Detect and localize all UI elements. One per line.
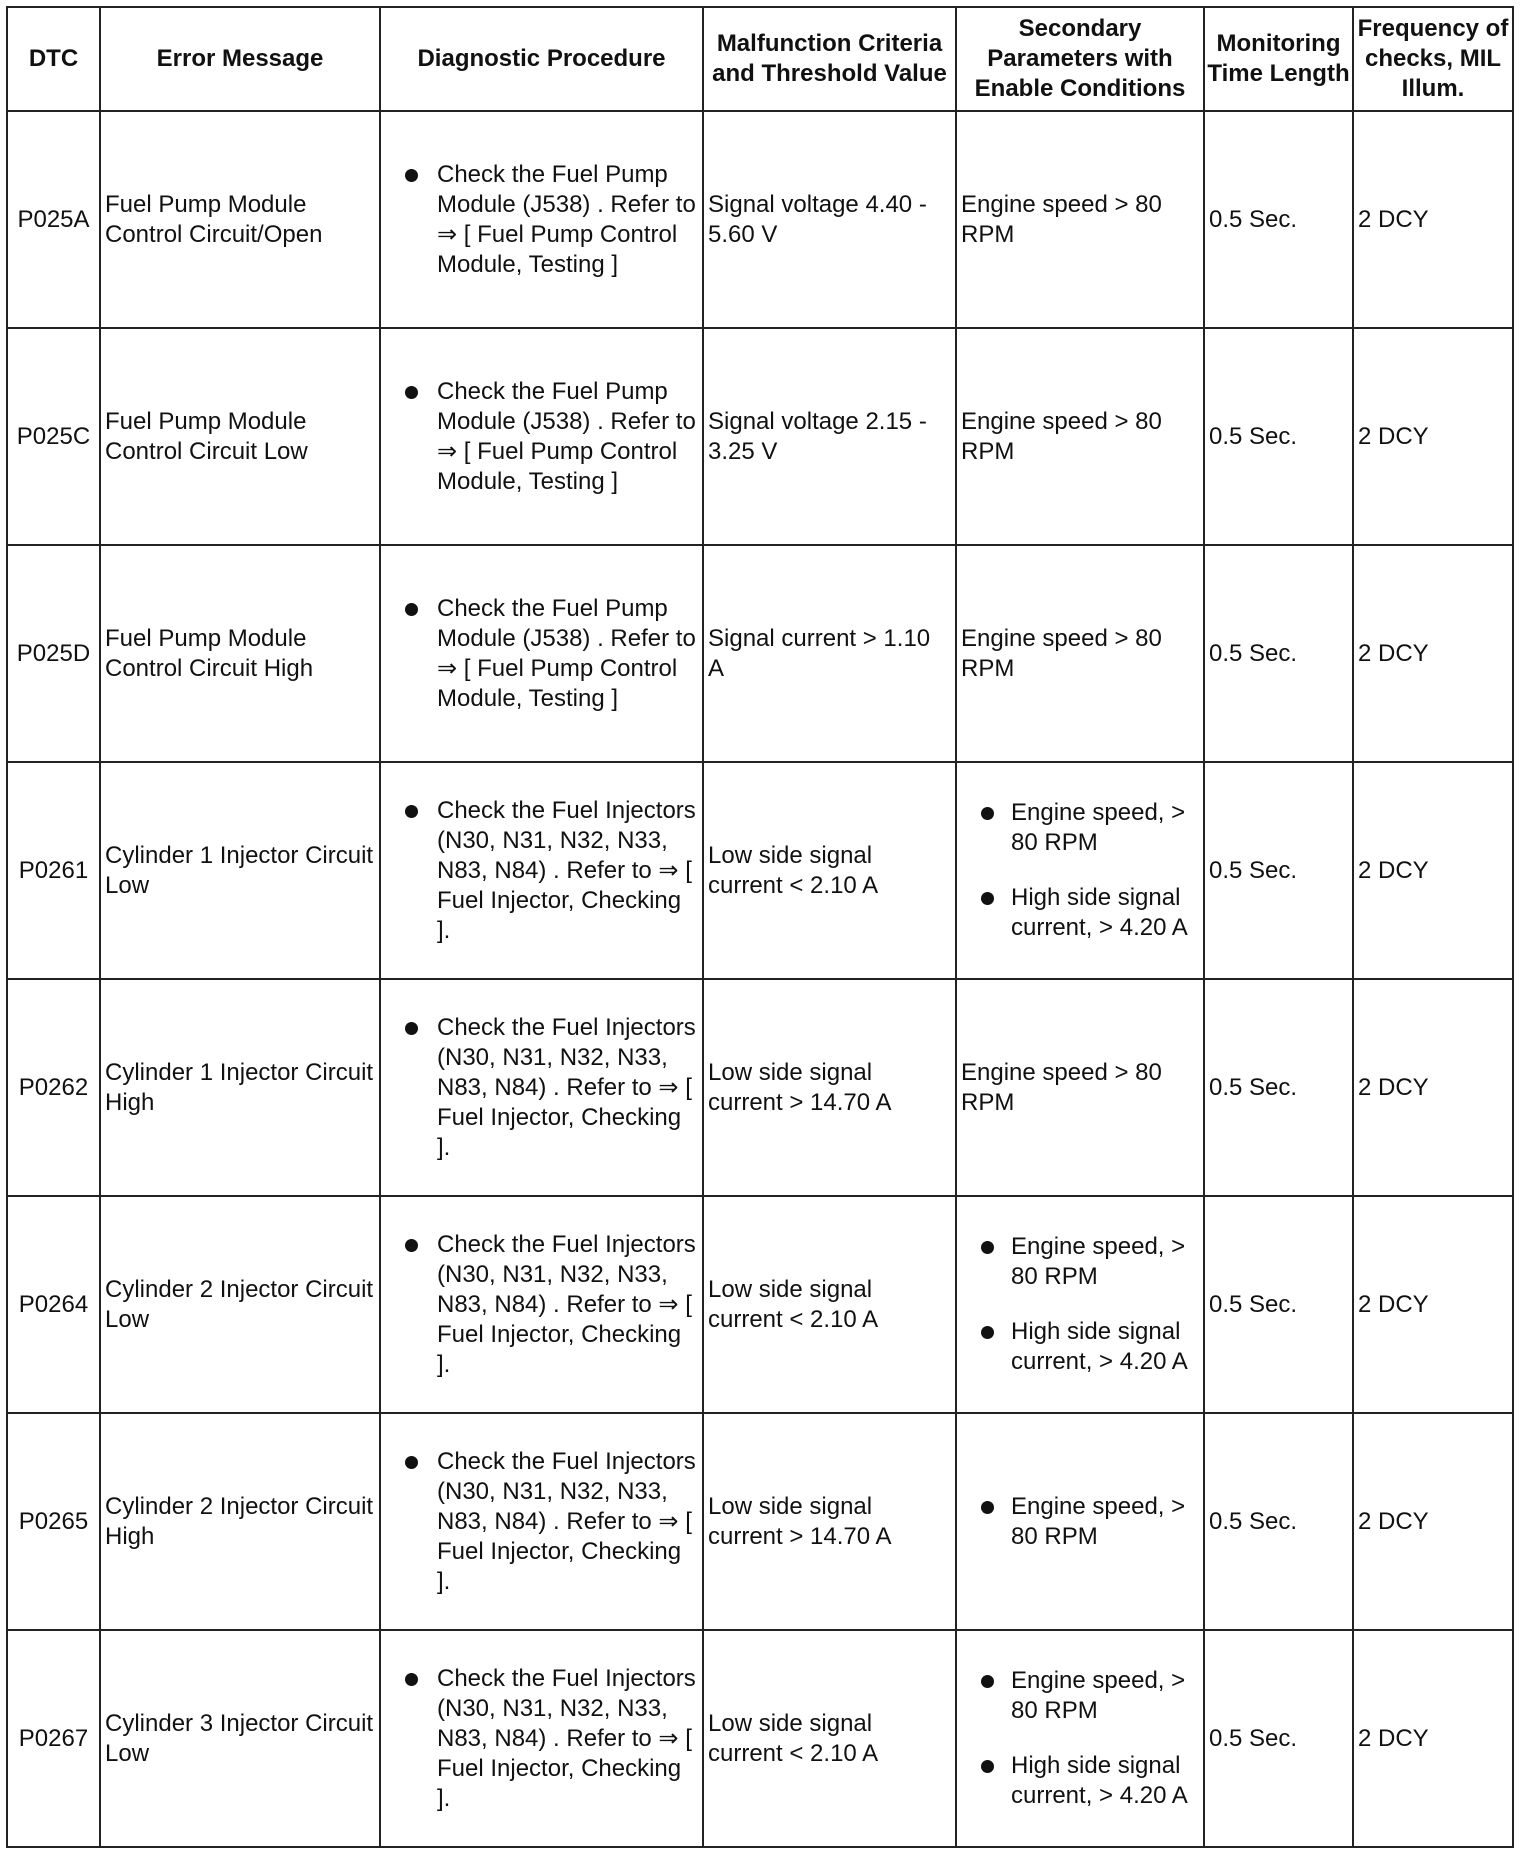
diagnostic-procedure-cell	[380, 762, 703, 979]
frequency-cell: 2 DCY	[1353, 979, 1513, 1196]
malfunction-criteria-cell: Low side signal current > 14.70 A	[703, 979, 956, 1196]
monitoring-time-cell: 0.5 Sec.	[1204, 1196, 1353, 1413]
table-row	[7, 1413, 1513, 1630]
header-frequency: Frequency of checks, MIL Illum.	[1353, 7, 1513, 111]
secondary-parameters-cell	[956, 1196, 1204, 1413]
procedure-step: Check the Fuel Injectors (N30, N31, N32, N33, N83, N84) . Refer to ⇒ [ Fuel Injector, Checking ].	[385, 1230, 698, 1380]
header-diagnostic-procedure: Diagnostic Procedure	[380, 7, 703, 111]
diagnostic-procedure-cell	[380, 1630, 703, 1847]
secondary-parameter-item: High side signal current, > 4.20 A	[961, 1751, 1199, 1811]
secondary-parameters-cell	[956, 1413, 1204, 1630]
secondary-parameters-cell: Engine speed > 80 RPM	[956, 979, 1204, 1196]
table-row	[7, 545, 1513, 762]
malfunction-criteria-cell: Low side signal current < 2.10 A	[703, 1630, 956, 1847]
header-secondary-parameters: Secondary Parameters with Enable Conditions	[956, 7, 1204, 111]
monitoring-time-cell: 0.5 Sec.	[1204, 1630, 1353, 1847]
error-message-cell: Cylinder 3 Injector Circuit Low	[100, 1630, 380, 1847]
secondary-parameters-cell: Engine speed > 80 RPM	[956, 111, 1204, 328]
error-message-cell: Fuel Pump Module Control Circuit/Open	[100, 111, 380, 328]
procedure-step: Check the Fuel Pump Module (J538) . Refer to ⇒ [ Fuel Pump Control Module, Testing ]	[385, 160, 698, 280]
monitoring-time-cell: 0.5 Sec.	[1204, 762, 1353, 979]
diagnostic-procedure-cell	[380, 1413, 703, 1630]
diagnostic-procedure-cell	[380, 979, 703, 1196]
header-dtc: DTC	[7, 7, 100, 111]
dtc-code-cell: P0262	[7, 979, 100, 1196]
secondary-parameters-cell: Engine speed > 80 RPM	[956, 328, 1204, 545]
monitoring-time-cell: 0.5 Sec.	[1204, 328, 1353, 545]
dtc-code-cell: P025A	[7, 111, 100, 328]
malfunction-criteria-cell: Signal voltage 4.40 - 5.60 V	[703, 111, 956, 328]
frequency-cell: 2 DCY	[1353, 1630, 1513, 1847]
secondary-parameter-item: High side signal current, > 4.20 A	[961, 883, 1199, 943]
malfunction-criteria-cell: Low side signal current < 2.10 A	[703, 762, 956, 979]
header-monitoring-time: Monitoring Time Length	[1204, 7, 1353, 111]
procedure-step: Check the Fuel Injectors (N30, N31, N32, N33, N83, N84) . Refer to ⇒ [ Fuel Injector, Checking ].	[385, 1664, 698, 1814]
frequency-cell: 2 DCY	[1353, 1413, 1513, 1630]
monitoring-time-cell: 0.5 Sec.	[1204, 979, 1353, 1196]
procedure-list	[385, 377, 698, 497]
diagnostic-procedure-cell	[380, 545, 703, 762]
table-row	[7, 328, 1513, 545]
secondary-parameter-item: High side signal current, > 4.20 A	[961, 1317, 1199, 1377]
dtc-code-cell: P0265	[7, 1413, 100, 1630]
procedure-list	[385, 796, 698, 946]
procedure-list	[385, 1230, 698, 1380]
secondary-parameters-cell	[956, 1630, 1204, 1847]
secondary-parameter-item: Engine speed, > 80 RPM	[961, 1232, 1199, 1292]
secondary-parameter-item: Engine speed, > 80 RPM	[961, 798, 1199, 858]
header-malfunction-criteria: Malfunction Criteria and Threshold Value	[703, 7, 956, 111]
malfunction-criteria-cell: Low side signal current < 2.10 A	[703, 1196, 956, 1413]
monitoring-time-cell: 0.5 Sec.	[1204, 111, 1353, 328]
error-message-cell: Cylinder 2 Injector Circuit High	[100, 1413, 380, 1630]
table-body	[7, 111, 1513, 1847]
diagnostic-procedure-cell	[380, 111, 703, 328]
malfunction-criteria-cell: Signal voltage 2.15 - 3.25 V	[703, 328, 956, 545]
table-row	[7, 762, 1513, 979]
error-message-cell: Fuel Pump Module Control Circuit High	[100, 545, 380, 762]
secondary-parameters-list	[961, 1492, 1199, 1552]
procedure-list	[385, 1664, 698, 1814]
frequency-cell: 2 DCY	[1353, 762, 1513, 979]
procedure-list	[385, 1013, 698, 1163]
table-row	[7, 111, 1513, 328]
dtc-code-cell: P025D	[7, 545, 100, 762]
secondary-parameters-list	[961, 1232, 1199, 1377]
secondary-parameters-cell: Engine speed > 80 RPM	[956, 545, 1204, 762]
procedure-step: Check the Fuel Pump Module (J538) . Refer to ⇒ [ Fuel Pump Control Module, Testing ]	[385, 377, 698, 497]
malfunction-criteria-cell: Low side signal current > 14.70 A	[703, 1413, 956, 1630]
malfunction-criteria-cell: Signal current > 1.10 A	[703, 545, 956, 762]
error-message-cell: Cylinder 1 Injector Circuit Low	[100, 762, 380, 979]
diagnostic-procedure-cell	[380, 328, 703, 545]
error-message-cell: Fuel Pump Module Control Circuit Low	[100, 328, 380, 545]
procedure-step: Check the Fuel Pump Module (J538) . Refer to ⇒ [ Fuel Pump Control Module, Testing ]	[385, 594, 698, 714]
dtc-code-cell: P025C	[7, 328, 100, 545]
dtc-table	[6, 6, 1514, 1848]
procedure-list	[385, 594, 698, 714]
frequency-cell: 2 DCY	[1353, 111, 1513, 328]
procedure-step: Check the Fuel Injectors (N30, N31, N32, N33, N83, N84) . Refer to ⇒ [ Fuel Injector, Checking ].	[385, 1013, 698, 1163]
frequency-cell: 2 DCY	[1353, 545, 1513, 762]
frequency-cell: 2 DCY	[1353, 1196, 1513, 1413]
secondary-parameter-item: Engine speed, > 80 RPM	[961, 1666, 1199, 1726]
monitoring-time-cell: 0.5 Sec.	[1204, 545, 1353, 762]
secondary-parameters-list	[961, 798, 1199, 943]
procedure-step: Check the Fuel Injectors (N30, N31, N32, N33, N83, N84) . Refer to ⇒ [ Fuel Injector, Checking ].	[385, 796, 698, 946]
procedure-list	[385, 1447, 698, 1597]
secondary-parameters-cell	[956, 762, 1204, 979]
table-row	[7, 1630, 1513, 1847]
dtc-code-cell: P0267	[7, 1630, 100, 1847]
table-header	[7, 7, 1513, 111]
secondary-parameters-list	[961, 1666, 1199, 1811]
error-message-cell: Cylinder 1 Injector Circuit High	[100, 979, 380, 1196]
monitoring-time-cell: 0.5 Sec.	[1204, 1413, 1353, 1630]
table-row	[7, 1196, 1513, 1413]
header-row	[7, 7, 1513, 111]
diagnostic-procedure-cell	[380, 1196, 703, 1413]
procedure-list	[385, 160, 698, 280]
table-row	[7, 979, 1513, 1196]
procedure-step: Check the Fuel Injectors (N30, N31, N32, N33, N83, N84) . Refer to ⇒ [ Fuel Injector, Checking ].	[385, 1447, 698, 1597]
dtc-code-cell: P0264	[7, 1196, 100, 1413]
header-error-message: Error Message	[100, 7, 380, 111]
error-message-cell: Cylinder 2 Injector Circuit Low	[100, 1196, 380, 1413]
secondary-parameter-item: Engine speed, > 80 RPM	[961, 1492, 1199, 1552]
frequency-cell: 2 DCY	[1353, 328, 1513, 545]
dtc-code-cell: P0261	[7, 762, 100, 979]
